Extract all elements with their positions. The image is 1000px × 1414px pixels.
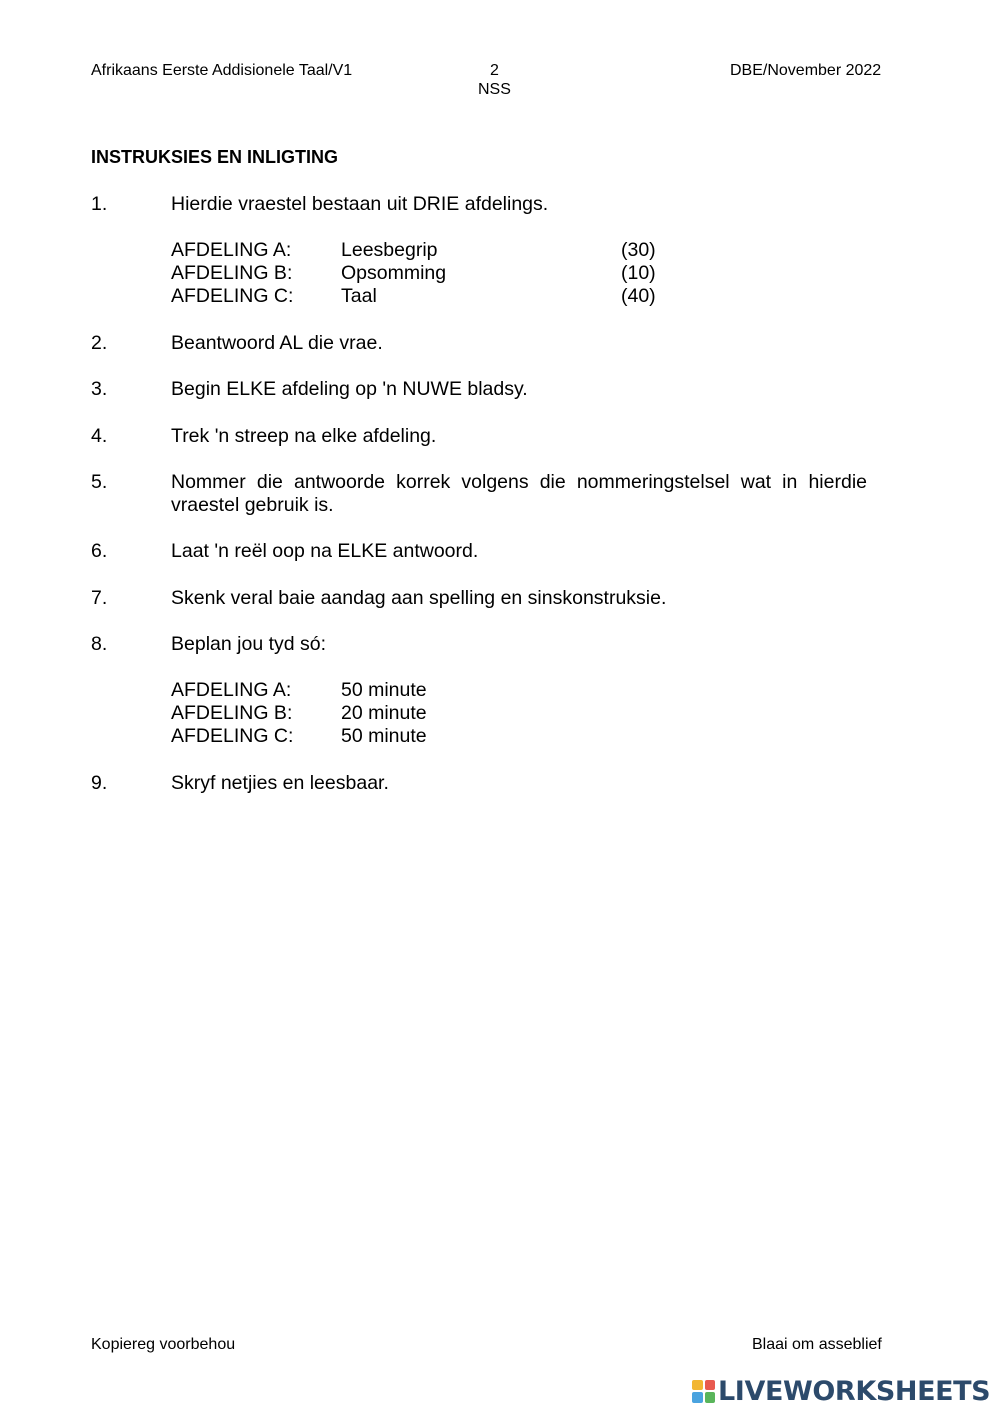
item-4-number: 4. — [91, 425, 108, 447]
liveworksheets-logo-icon — [692, 1380, 715, 1403]
section-label: AFDELING A: — [171, 239, 292, 261]
liveworksheets-logo-text: LIVEWORKSHEETS — [718, 1375, 991, 1407]
liveworksheets-logo — [692, 1374, 990, 1408]
header-page-number: 2 — [490, 62, 499, 79]
time-label: AFDELING B: — [171, 702, 293, 724]
item-4-text: Trek 'n streep na elke afdeling. — [171, 425, 437, 447]
logo-tile — [692, 1392, 703, 1403]
section-label: AFDELING B: — [171, 262, 293, 284]
item-1-number: 1. — [91, 193, 108, 215]
section-marks: (10) — [621, 262, 656, 284]
logo-tile — [705, 1392, 716, 1403]
section-name: Leesbegrip — [341, 239, 438, 261]
item-1-text: Hierdie vraestel bestaan uit DRIE afdelings. — [171, 193, 549, 215]
item-3-text: Begin ELKE afdeling op 'n NUWE bladsy. — [171, 378, 528, 400]
item-7-number: 7. — [91, 587, 108, 609]
time-value: 50 minute — [341, 725, 427, 747]
item-9-text: Skryf netjies en leesbaar. — [171, 772, 389, 794]
header-nss: NSS — [478, 81, 511, 98]
page-title: INSTRUKSIES EN INLIGTING — [91, 147, 339, 167]
item-5-text: Nommer die antwoorde korrek volgens die nommeringstelsel wat in hierdie vraestel gebruik is. — [171, 471, 867, 516]
logo-tile — [692, 1380, 703, 1391]
section-marks: (30) — [621, 239, 656, 261]
item-3-number: 3. — [91, 378, 108, 400]
item-6-text: Laat 'n reël oop na ELKE antwoord. — [171, 540, 479, 562]
item-7-text: Skenk veral baie aandag aan spelling en sinskonstruksie. — [171, 587, 667, 609]
item-8-number: 8. — [91, 633, 108, 655]
logo-tile — [705, 1380, 716, 1391]
footer-copyright: Kopiereg voorbehou — [91, 1336, 236, 1353]
item-9-number: 9. — [91, 772, 108, 794]
footer-turn-page: Blaai om asseblief — [752, 1336, 882, 1353]
time-label: AFDELING C: — [171, 725, 294, 747]
time-value: 50 minute — [341, 679, 427, 701]
header-date: DBE/November 2022 — [730, 62, 882, 79]
section-name: Taal — [341, 285, 377, 307]
item-2-text: Beantwoord AL die vrae. — [171, 332, 383, 354]
item-8-text: Beplan jou tyd só: — [171, 633, 327, 655]
section-label: AFDELING C: — [171, 285, 294, 307]
section-name: Opsomming — [341, 262, 447, 284]
time-label: AFDELING A: — [171, 679, 292, 701]
time-value: 20 minute — [341, 702, 427, 724]
section-marks: (40) — [621, 285, 656, 307]
item-2-number: 2. — [91, 332, 108, 354]
item-5-number: 5. — [91, 471, 108, 493]
item-6-number: 6. — [91, 540, 108, 562]
header-paper-title: Afrikaans Eerste Addisionele Taal/V1 — [91, 62, 353, 79]
